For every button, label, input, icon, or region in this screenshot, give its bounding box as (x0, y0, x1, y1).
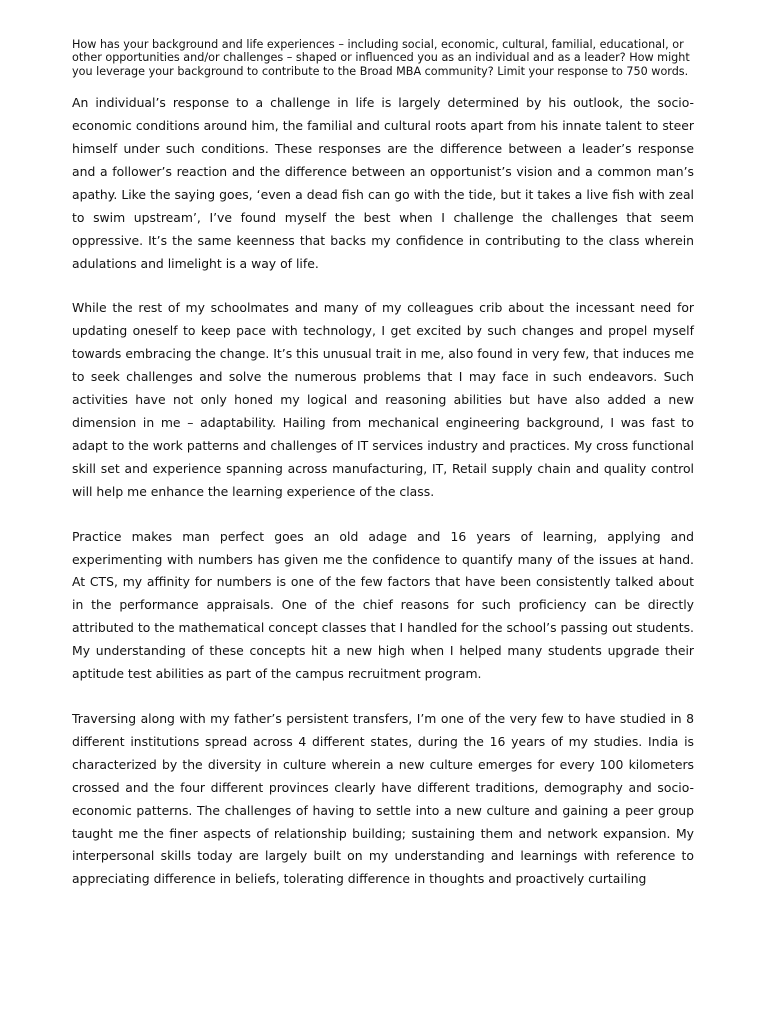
essay-paragraph-4: Traversing along with my father’s persistent transfers, I’m one of the very few to have studied in 8 different institutions spread across 4 different states, during the 16 years of my studies. India is characterized by the diversity in culture wherein a new culture emerges for every 100 kilometers crossed and the four different provinces clearly have different traditions, demography and socio-economic patterns. The challenges of having to settle into a new culture and gaining a peer group taught me the finer aspects of relationship building; sustaining them and network expansion. My interpersonal skills today are largely built on my understanding and learnings with reference to appreciating difference in beliefs, tolerating difference in thoughts and proactively curtailing (72, 710, 694, 887)
essay-prompt: How has your background and life experiences – including social, economic, cultural, familial, educational, or other opportunities and/or challenges – shaped or influenced you as an individual and as a leader? How might you leverage your background to contribute to the Broad MBA community? Limit your response to 750 words. (72, 38, 690, 78)
essay-paragraph-1: An individual’s response to a challenge in life is largely determined by his outlook, the socio-economic conditions around him, the familial and cultural roots apart from his innate talent to steer himself under such conditions. These responses are the difference between a leader’s response and a follower’s reaction and the difference between an opportunist’s vision and a common man’s apathy. Like the saying goes, ‘even a dead fish can go with the tide, but it takes a live fish with zeal to swim upstream’, I’ve found myself the best when I challenge the challenges that seem oppressive. It’s the same keenness that backs my confidence in contributing to the class wherein adulations and limelight is a way of life. (72, 95, 694, 271)
essay-paragraph-3: Practice makes man perfect goes an old adage and 16 years of learning, applying and experimenting with numbers has given me the confidence to quantify many of the issues at hand. At CTS, my affinity for numbers is one of the few factors that have been consistently talked about in the performance appraisals. One of the chief reasons for such proficiency can be directly attributed to the mathematical concept classes that I handled for the school’s passing out students. My understanding of these concepts hit a new high when I helped many students upgrade their aptitude test abilities as part of the campus recruitment program. (72, 528, 694, 682)
document-page (72, 38, 694, 891)
essay-paragraph-2: While the rest of my schoolmates and many of my colleagues crib about the incessant need for updating oneself to keep pace with technology, I get excited by such changes and propel myself towards embracing the change. It’s this unusual trait in me, also found in very few, that induces me to seek challenges and solve the numerous problems that I may face in such endeavors. Such activities have not only honed my logical and reasoning abilities but have also added a new dimension in me – adaptability. Hailing from mechanical engineering background, I was fast to adapt to the work patterns and challenges of IT services industry and practices. My cross functional skill set and experience spanning across manufacturing, IT, Retail supply chain and quality control will help me enhance the learning experience of the class. (72, 300, 694, 499)
